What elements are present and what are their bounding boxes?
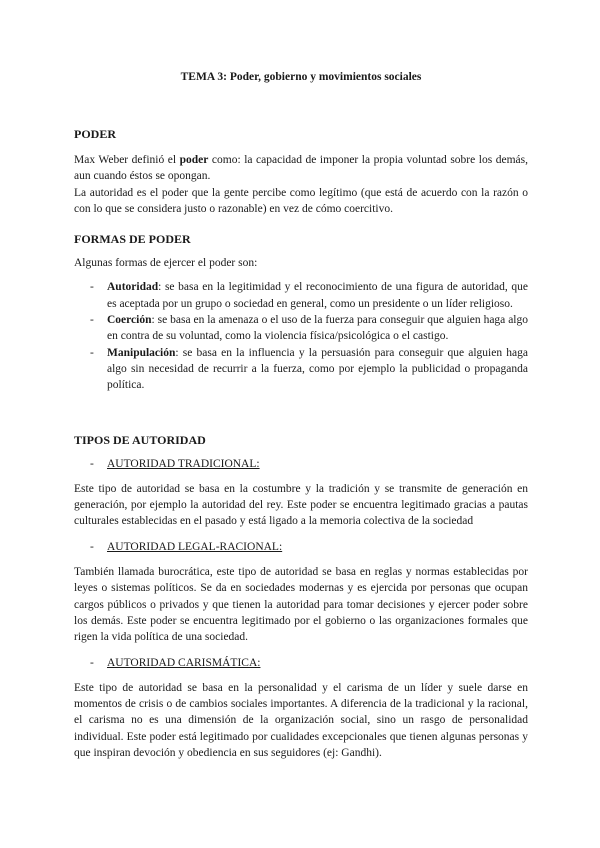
formas-list [74,279,528,393]
list-dash: - [90,281,94,294]
list-item-term: Autoridad [107,281,159,294]
section-heading-poder: PODER [74,127,116,141]
subsection-paragraph: Este tipo de autoridad se basa en la personalidad y el carisma de un líder y suele darse en momentos de crisis o de cambios sociales importantes. A diferencia de la tradicional y la racional, el carisma no es una dimensión de la organización social, sino un rasgo de personalidad individual. Este poder está legitimado por cualidades excepcionales que tienen algunas personas y que inspiran devoción y obediencia en sus seguidores (ej: Gandhi). [74,681,528,760]
list-item-text: : se basa en la influencia y la persuasión para conseguir que alguien haga algo sin necesidad de recurrir a la fuerza, como por ejemplo la publicidad o propaganda política. [107,346,528,392]
list-item-term: Coerción [107,314,152,327]
list-dash: - [90,457,94,470]
list-item-term: Manipulación [107,346,176,359]
list-item [74,345,528,394]
document-title: TEMA 3: Poder, gobierno y movimientos sociales [180,71,422,83]
list-item [74,312,528,345]
list-item-text: : se basa en la amenaza o el uso de la fuerza para conseguir que alguien haga algo en contra de su voluntad, como la violencia física/psicológica o el castigo. [107,314,528,343]
poder-p1-post: como: la capacidad de imponer la propia voluntad sobre los demás, aun cuando éstos se opongan. [74,154,528,183]
poder-term: poder [179,154,209,166]
list-dash: - [90,314,94,327]
section-heading-formas: FORMAS DE PODER [74,232,191,247]
subsection-label: AUTORIDAD TRADICIONAL: [107,457,260,470]
formas-intro: Algunas formas de ejercer el poder son: [74,257,258,270]
subsection-paragraph: También llamada burocrática, este tipo de autoridad se basa en reglas y normas establecidas por leyes o sistemas políticos. Se da en sociedades modernas y es ejercida por personas que ocupan cargos públicos o privados y que tienen la autoridad para tomar decisiones y ejercer poder sobre los demás. Este poder se encuentra legitimado por el gobierno o las organizaciones formales que rigen la vida política de una sociedad. [74,566,528,644]
subsection-heading [74,456,528,472]
subsection-heading [74,539,528,555]
list-item [74,279,528,312]
section-heading-tipos: TIPOS DE AUTORIDAD [74,432,206,447]
poder-paragraph-1 [74,152,528,185]
subsection-label: AUTORIDAD LEGAL-RACIONAL: [107,540,283,553]
list-dash: - [90,540,94,553]
poder-p1-pre: Max Weber definió el [74,154,180,166]
subsection-label: AUTORIDAD CARISMÁTICA: [107,656,261,669]
list-dash: - [90,656,94,669]
subsection-paragraph: Este tipo de autoridad se basa en la costumbre y la tradición y se transmite de generación en generación, por ejemplo la autoridad del rey. Este poder se encuentra legitimado gracias a pautas culturales establecidas en el pasado y está ligado a la memoria colectiva de la sociedad [74,482,528,528]
list-dash: - [90,346,94,359]
poder-paragraph-2: La autoridad es el poder que la gente percibe como legítimo (que está de acuerdo con la razón o con lo que se considera justo o razonable) en vez de cómo coercitivo. [74,186,528,215]
list-item-text: : se basa en la legitimidad y el reconocimiento de una figura de autoridad, que es aceptada por un grupo o sociedad en general, como un presidente o un líder religioso. [107,281,528,310]
subsection-heading [74,655,528,671]
